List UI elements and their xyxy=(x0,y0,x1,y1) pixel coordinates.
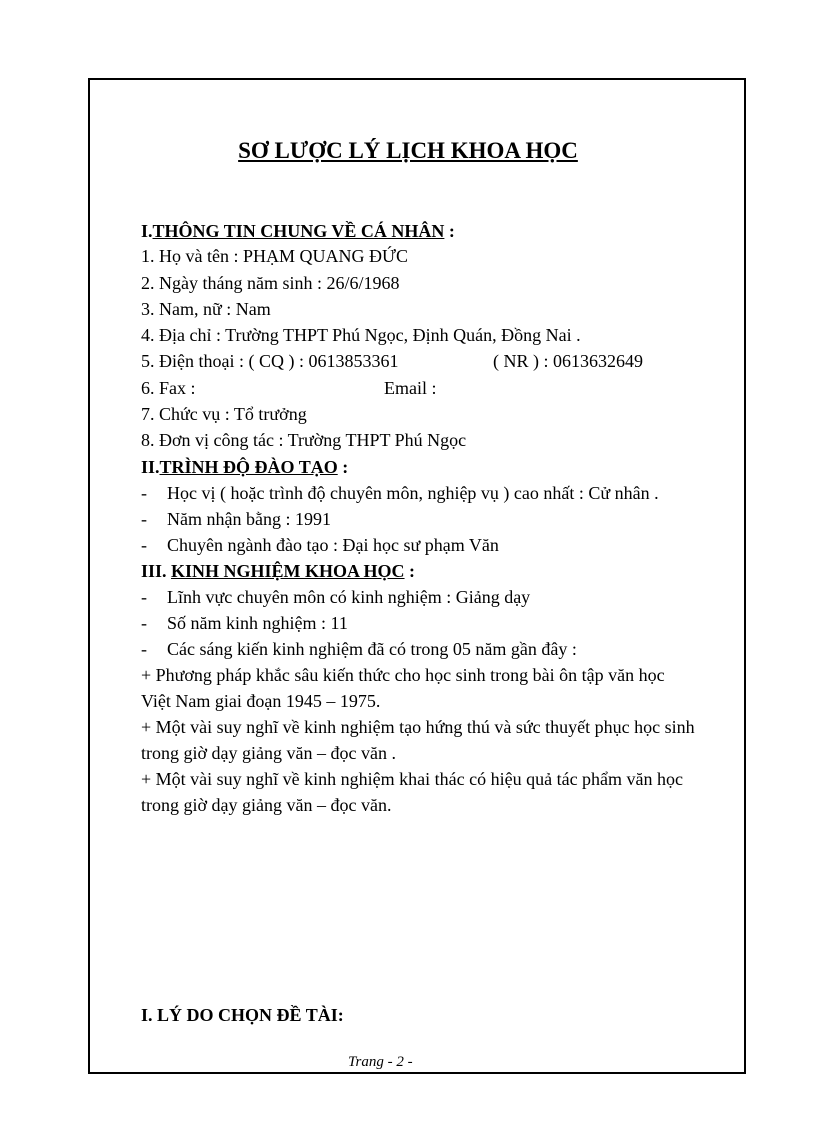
initiative-line: trong giờ dạy giảng văn – đọc văn. xyxy=(141,795,392,815)
info-address: 4. Địa chỉ : Trường THPT Phú Ngọc, Định Quán, Đồng Nai . xyxy=(141,325,581,345)
initiative-line: + Một vài suy nghĩ về kinh nghiệm khai thác có hiệu quả tác phẩm văn học xyxy=(141,769,684,789)
list-item: - Số năm kinh nghiệm : 11 xyxy=(141,613,348,633)
list-item: - Lĩnh vực chuyên môn có kinh nghiệm : Giảng dạy xyxy=(141,587,531,607)
initiative-line: + Một vài suy nghĩ về kinh nghiệm tạo hứng thú và sức thuyết phục học sinh xyxy=(141,717,695,737)
phone-home: ( NR ) : 0613632649 xyxy=(493,351,643,371)
list-item: - Năm nhận bằng : 1991 xyxy=(141,509,331,529)
section-1-heading: I.THÔNG TIN CHUNG VỀ CÁ NHÂN : xyxy=(141,221,455,241)
initiative-line: trong giờ dạy giảng văn – đọc văn . xyxy=(141,743,396,763)
info-workplace: 8. Đơn vị công tác : Trường THPT Phú Ngọc xyxy=(141,430,467,450)
initiative-line: + Phương pháp khắc sâu kiến thức cho học sinh trong bài ôn tập văn học xyxy=(141,665,665,685)
list-item: - Học vị ( hoặc trình độ chuyên môn, nghiệp vụ ) cao nhất : Cử nhân . xyxy=(141,483,659,503)
fax-label: 6. Fax : xyxy=(141,378,196,398)
info-fax-email xyxy=(141,377,741,399)
info-position: 7. Chức vụ : Tổ trưởng xyxy=(141,404,307,424)
phone-office: 5. Điện thoại : ( CQ ) : 0613853361 xyxy=(141,351,399,371)
section-3-heading: III. KINH NGHIỆM KHOA HỌC : xyxy=(141,561,416,581)
list-item: - Chuyên ngành đào tạo : Đại học sư phạm Văn xyxy=(141,535,499,555)
next-section-heading: I. LÝ DO CHỌN ĐỀ TÀI: xyxy=(141,1005,344,1025)
info-phone xyxy=(141,350,741,372)
initiative-line: Việt Nam giai đoạn 1945 – 1975. xyxy=(141,691,381,711)
list-item: - Các sáng kiến kinh nghiệm đã có trong 05 năm gần đây : xyxy=(141,639,577,659)
info-birthdate: 2. Ngày tháng năm sinh : 26/6/1968 xyxy=(141,273,400,293)
email-label: Email : xyxy=(384,378,437,398)
info-gender: 3. Nam, nữ : Nam xyxy=(141,299,271,319)
page-number: Trang - 2 - xyxy=(348,1054,413,1070)
document-title: SƠ LƯỢC LÝ LỊCH KHOA HỌC xyxy=(238,138,578,163)
info-name: 1. Họ và tên : PHẠM QUANG ĐỨC xyxy=(141,246,408,266)
section-2-heading: II.TRÌNH ĐỘ ĐÀO TẠO : xyxy=(141,457,349,477)
